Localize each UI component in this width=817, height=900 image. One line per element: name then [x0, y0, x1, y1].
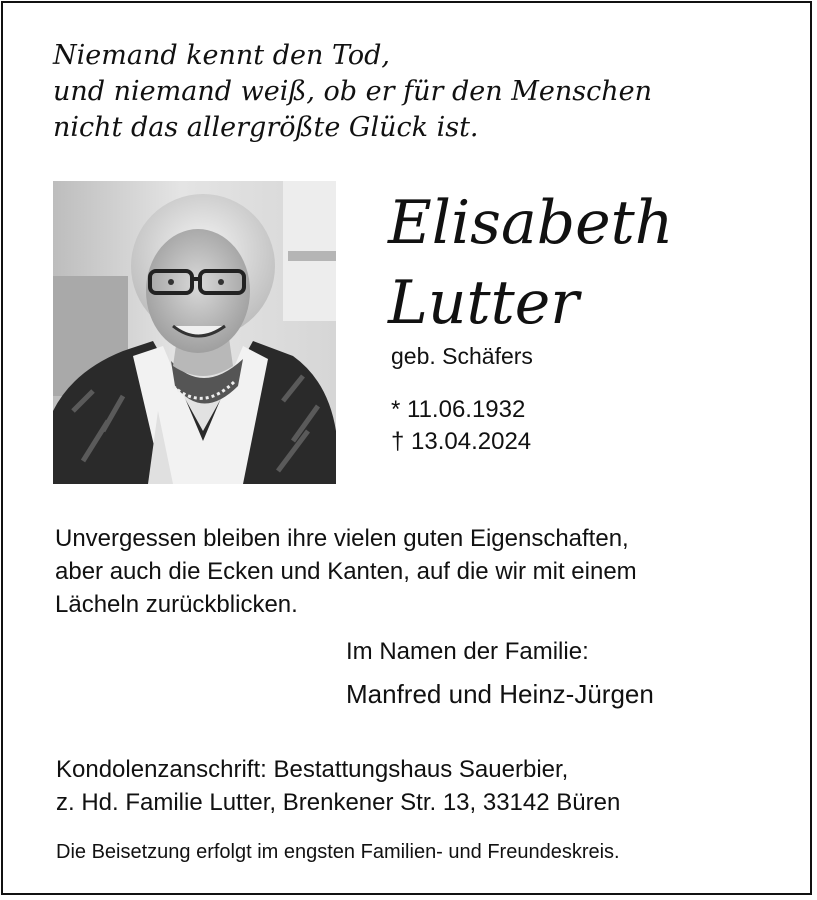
quote-line: Niemand kennt den Tod,	[53, 40, 391, 71]
memorial-message	[55, 522, 795, 621]
deceased-name	[388, 183, 673, 343]
life-dates	[391, 394, 531, 458]
message-line: Unvergessen bleiben ihre vielen guten Eigenschaften,	[55, 525, 629, 552]
address-line: z. Hd. Familie Lutter, Brenkener Str. 13, 33142 Büren	[56, 789, 621, 816]
first-name: Elisabeth	[388, 188, 674, 258]
birth-name: geb. Schäfers	[391, 343, 533, 369]
family-names: Manfred und Heinz-Jürgen	[346, 679, 654, 709]
message-line: aber auch die Ecken und Kanten, auf die wir mit einem	[55, 558, 637, 585]
quote-line: nicht das allergrößte Glück ist.	[53, 112, 479, 143]
death-date: † 13.04.2024	[391, 428, 532, 455]
birth-date: * 11.06.1932	[391, 396, 526, 423]
condolence-address	[56, 753, 620, 819]
quote-line: und niemand weiß, ob er für den Menschen	[53, 76, 652, 107]
portrait-photo	[53, 181, 336, 484]
memorial-quote	[53, 38, 753, 146]
funeral-note: Die Beisetzung erfolgt im engsten Familien- und Freundeskreis.	[56, 841, 620, 863]
last-name: Lutter	[388, 268, 579, 338]
family-intro: Im Namen der Familie:	[346, 638, 589, 665]
address-line: Kondolenzanschrift: Bestattungshaus Sauerbier,	[56, 756, 569, 783]
message-line: Lächeln zurückblicken.	[55, 591, 298, 618]
